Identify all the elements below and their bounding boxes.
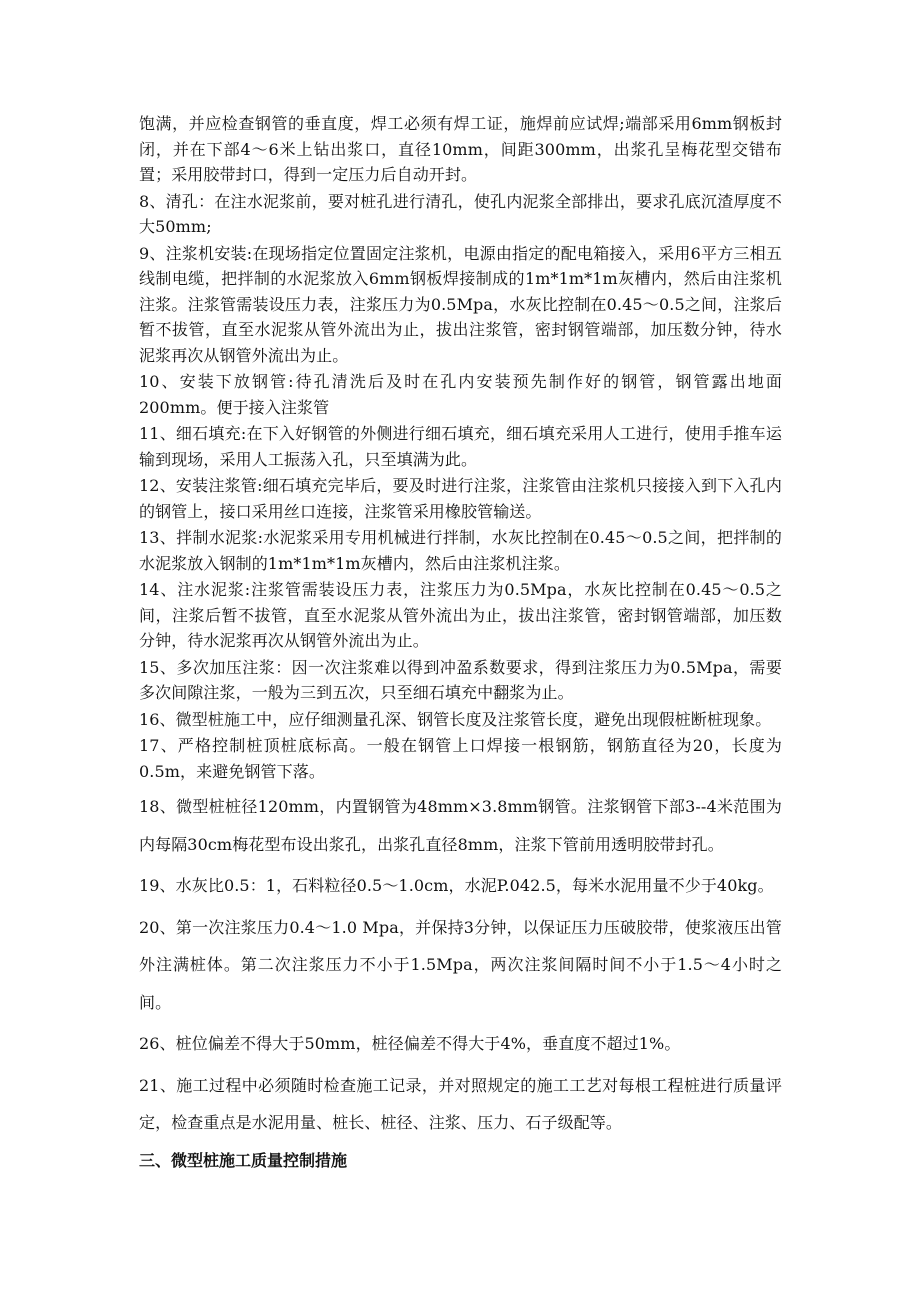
paragraph-item-19: 19、水灰比0.5：1，石料粒径0.5～1.0cm，水泥P.042.5，每米水泥用量不少于40kg。	[139, 876, 774, 895]
paragraph-item-17: 17、严格控制桩顶桩底标高。一般在钢管上口焊接一根钢筋，钢筋直径为20，长度为0.5m，来避免钢管下落。	[139, 736, 782, 781]
paragraph-item-14: 14、注水泥浆:注浆管需装设压力表，注浆压力为0.5Mpa，水灰比控制在0.45～0.5之间，注浆后暂不拔管，直至水泥浆从管外流出为止，拔出注浆管，密封钢管端部，加压数分钟，待水泥浆再次从钢管外流出为止。	[139, 580, 782, 650]
paragraph-continuation: 饱满，并应检查钢管的垂直度，焊工必须有焊工证，施焊前应试焊;端部采用6mm钢板封闭，并在下部4～6米上钻出浆口，直径10mm，间距300mm，出浆孔呈梅花型交错布置；采用胶带封口，得到一定压力后自动开封。	[139, 114, 782, 184]
paragraph-item-16: 16、微型桩施工中，应仔细测量孔深、钢管长度及注浆管长度，避免出现假桩断桩现象。	[139, 709, 772, 729]
paragraph-item-15: 15、多次加压注浆：因一次注浆难以得到冲盈系数要求，得到注浆压力为0.5Mpa，需要多次间隙注浆，一般为三到五次，只至细石填充中翻浆为止。	[139, 657, 782, 702]
paragraph-item-10: 10、安装下放钢管:待孔清洗后及时在孔内安装预先制作好的钢管，钢管露出地面200mm。便于接入注浆管	[139, 372, 782, 417]
paragraph-item-21: 21、施工过程中必须随时检查施工记录，并对照规定的施工工艺对每根工程桩进行质量评定，检查重点是水泥用量、桩长、桩径、注浆、压力、石子级配等。	[139, 1075, 782, 1132]
paragraph-item-8: 8、清孔：在注水泥浆前，要对桩孔进行清孔，使孔内泥浆全部排出，要求孔底沉渣厚度不大50mm;	[139, 191, 782, 236]
paragraph-item-9: 9、注浆机安装:在现场指定位置固定注浆机，电源由指定的配电箱接入，采用6平方三相五线制电缆，把拌制的水泥浆放入6mm钢板焊接制成的1m*1m*1m灰槽内，然后由注浆机注浆。注浆管需装设压力表，注浆压力为0.5Mpa，水灰比控制在0.45～0.5之间，注浆后暂不拔管，直至水泥浆从管外流出为止，拔出注浆管，密封钢管端部，加压数分钟，待水泥浆再次从钢管外流出为止。	[139, 243, 782, 365]
paragraph-item-20: 20、第一次注浆压力0.4～1.0 Mpa，并保持3分钟，以保证压力压破胶带，使浆液压出管外注满桩体。第二次注浆压力不小于1.5Mpa，两次注浆间隔时间不小于1.5～4小时之间。	[139, 917, 782, 1012]
paragraph-item-13: 13、拌制水泥浆:水泥浆采用专用机械进行拌制，水灰比控制在0.45～0.5之间，把拌制的水泥浆放入钢制的1m*1m*1m灰槽内，然后由注浆机注浆。	[139, 528, 782, 573]
paragraph-item-11: 11、细石填充:在下入好钢管的外侧进行细石填充，细石填充采用人工进行，使用手推车运输到现场，采用人工振荡入孔，只至填满为此。	[139, 424, 782, 469]
section-heading: 三、微型桩施工质量控制措施	[139, 1150, 348, 1170]
document-body	[139, 111, 782, 1174]
paragraph-item-26: 26、桩位偏差不得大于50mm，桩径偏差不得大于4%，垂直度不超过1%。	[139, 1034, 681, 1053]
paragraph-item-18: 18、微型桩桩径120mm，内置钢管为48mm×3.8mm钢管。注浆钢管下部3--4米范围为内每隔30cm梅花型布设出浆孔，出浆孔直径8mm，注浆下管前用透明胶带封孔。	[139, 797, 782, 854]
paragraph-item-12: 12、安装注浆管:细石填充完毕后，要及时进行注浆，注浆管由注浆机只接接入到下入孔内的钢管上，接口采用丝口连接，注浆管采用橡胶管输送。	[139, 476, 782, 521]
